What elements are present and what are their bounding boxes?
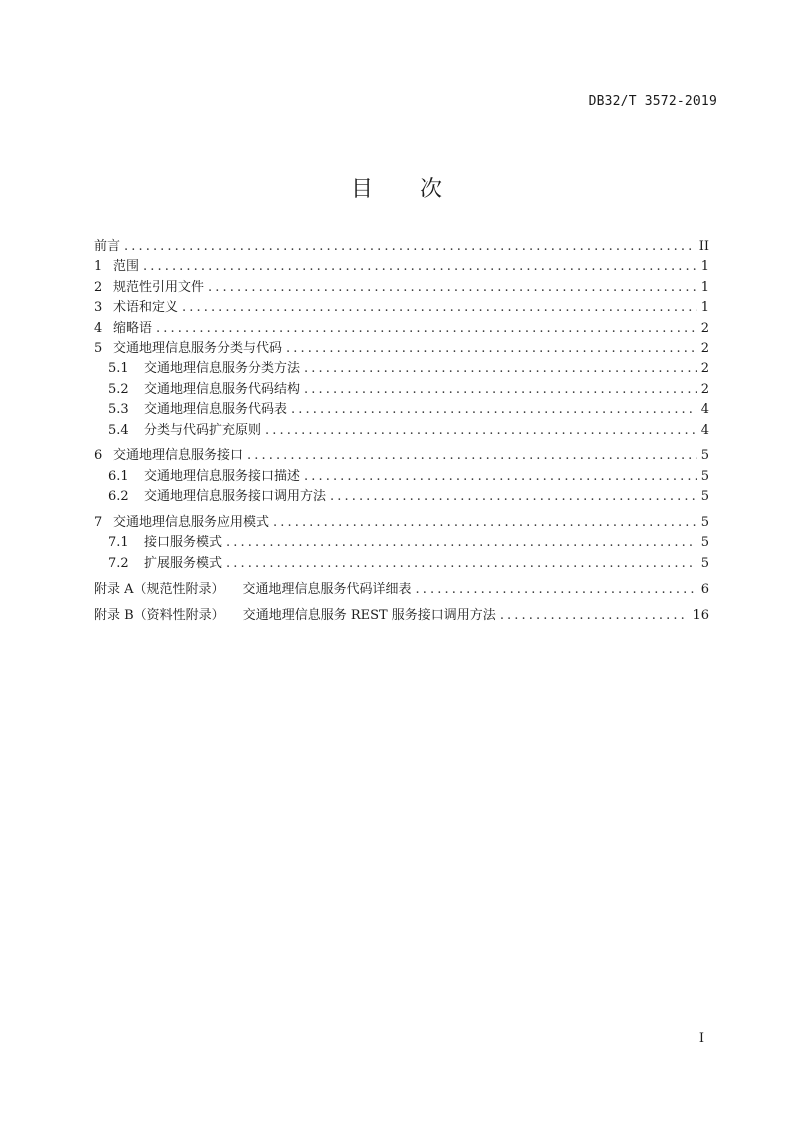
toc-entry[interactable]: [94, 554, 709, 574]
toc-entry-number: 3: [94, 300, 103, 316]
toc-entry-title: 交通地理信息服务接口调用方法: [144, 489, 327, 505]
toc-leader-dots: [330, 487, 697, 507]
toc-entry-number: 4: [94, 320, 103, 336]
toc-entry-number: 2: [94, 279, 103, 295]
page-number: I: [698, 1031, 704, 1046]
toc-entry-title: 交通地理信息服务接口描述: [144, 468, 301, 484]
toc-leader-dots: [265, 421, 697, 441]
toc-entry[interactable]: [94, 487, 709, 507]
toc-entry-number: 7: [94, 515, 103, 531]
toc-leader-dots: [208, 278, 697, 298]
toc-entry-title: 接口服务模式: [144, 535, 223, 551]
toc-entry-title: 规范性引用文件: [113, 279, 205, 295]
toc-leader-dots: [273, 513, 697, 533]
toc-entry[interactable]: [94, 380, 709, 400]
toc-entry-page: 5: [700, 468, 709, 484]
toc-leader-dots: [304, 380, 697, 400]
toc-entry-page: 1: [700, 259, 709, 275]
toc-entry-page: 5: [700, 489, 709, 505]
toc-entry-number: 5.2: [108, 381, 129, 397]
toc-leader-dots: [304, 359, 697, 379]
toc-entry-page: 1: [700, 279, 709, 295]
table-of-contents: [94, 237, 709, 626]
toc-leader-dots: [182, 298, 697, 318]
toc-leader-dots: [143, 257, 697, 277]
toc-entry-page: 1: [700, 300, 709, 316]
document-code: DB32/T 3572-2019: [588, 94, 717, 109]
toc-entry-title: 交通地理信息服务分类与代码: [113, 340, 283, 356]
toc-entry[interactable]: [94, 339, 709, 359]
toc-entry-number: 6.2: [108, 489, 129, 505]
toc-entry-title: 交通地理信息服务接口: [113, 448, 244, 464]
toc-entry-page: 2: [700, 340, 709, 356]
toc-entry[interactable]: [94, 400, 709, 420]
toc-entry[interactable]: [94, 237, 709, 257]
toc-entry[interactable]: [94, 533, 709, 553]
toc-entry[interactable]: [94, 257, 709, 277]
toc-entry-number: 5: [94, 340, 103, 356]
toc-entry[interactable]: [94, 580, 709, 600]
toc-leader-dots: [247, 446, 697, 466]
toc-entry-title: 交通地理信息服务代码详细表: [242, 581, 412, 597]
toc-entry-title: 缩略语: [113, 320, 153, 336]
toc-entry-page: II: [698, 239, 709, 254]
toc-entry-page: 5: [700, 515, 709, 531]
toc-leader-dots: [226, 533, 697, 553]
page-title: 目 次: [351, 177, 462, 202]
toc-entry-page: 2: [700, 361, 709, 377]
toc-entry-title: 术语和定义: [113, 300, 179, 316]
toc-entry-title: 扩展服务模式: [144, 555, 223, 571]
toc-entry[interactable]: [94, 298, 709, 318]
toc-entry-number: 6: [94, 448, 103, 464]
toc-entry-title: 交通地理信息服务 REST 服务接口调用方法: [242, 607, 496, 623]
toc-entry[interactable]: [94, 319, 709, 339]
toc-entry[interactable]: [94, 421, 709, 441]
toc-entry-number: 1: [94, 259, 103, 275]
toc-entry-title: 前言: [94, 239, 121, 254]
toc-leader-dots: [286, 339, 697, 359]
toc-entry-number: 7.1: [108, 535, 129, 551]
toc-entry-page: 6: [700, 581, 709, 597]
toc-entry-number: 6.1: [108, 468, 129, 484]
toc-entry[interactable]: [94, 606, 709, 626]
toc-entry-number: 5.4: [108, 422, 129, 438]
toc-leader-dots: [304, 467, 697, 487]
toc-entry-title: 交通地理信息服务代码结构: [144, 381, 301, 397]
toc-entry-title: 交通地理信息服务应用模式: [113, 515, 270, 531]
toc-leader-dots: [124, 237, 695, 257]
toc-entry-number: 5.1: [108, 361, 129, 377]
toc-leader-dots: [226, 554, 697, 574]
toc-entry[interactable]: [94, 278, 709, 298]
toc-entry-page: 2: [700, 320, 709, 336]
toc-appendix-label: 附录 A（规范性附录）: [94, 581, 225, 597]
toc-entry-page: 2: [700, 381, 709, 397]
toc-entry-page: 16: [692, 607, 709, 623]
toc-entry-title: 交通地理信息服务分类方法: [144, 361, 301, 377]
toc-entry[interactable]: [94, 359, 709, 379]
toc-entry-title: 分类与代码扩充原则: [144, 422, 262, 438]
toc-entry[interactable]: [94, 446, 709, 466]
toc-entry[interactable]: [94, 513, 709, 533]
toc-entry-page: 5: [700, 555, 709, 571]
toc-entry-title: 范围: [113, 259, 140, 275]
toc-entry-title: 交通地理信息服务代码表: [144, 402, 288, 418]
toc-leader-dots: [416, 580, 697, 600]
toc-entry-page: 5: [700, 535, 709, 551]
toc-leader-dots: [291, 400, 697, 420]
toc-entry-page: 4: [700, 422, 709, 438]
toc-appendix-label: 附录 B（资料性附录）: [94, 607, 225, 623]
toc-leader-dots: [156, 319, 697, 339]
toc-entry-number: 7.2: [108, 555, 129, 571]
toc-entry[interactable]: [94, 467, 709, 487]
toc-leader-dots: [500, 606, 689, 626]
toc-entry-number: 5.3: [108, 402, 129, 418]
toc-entry-page: 5: [700, 448, 709, 464]
toc-entry-page: 4: [700, 402, 709, 418]
